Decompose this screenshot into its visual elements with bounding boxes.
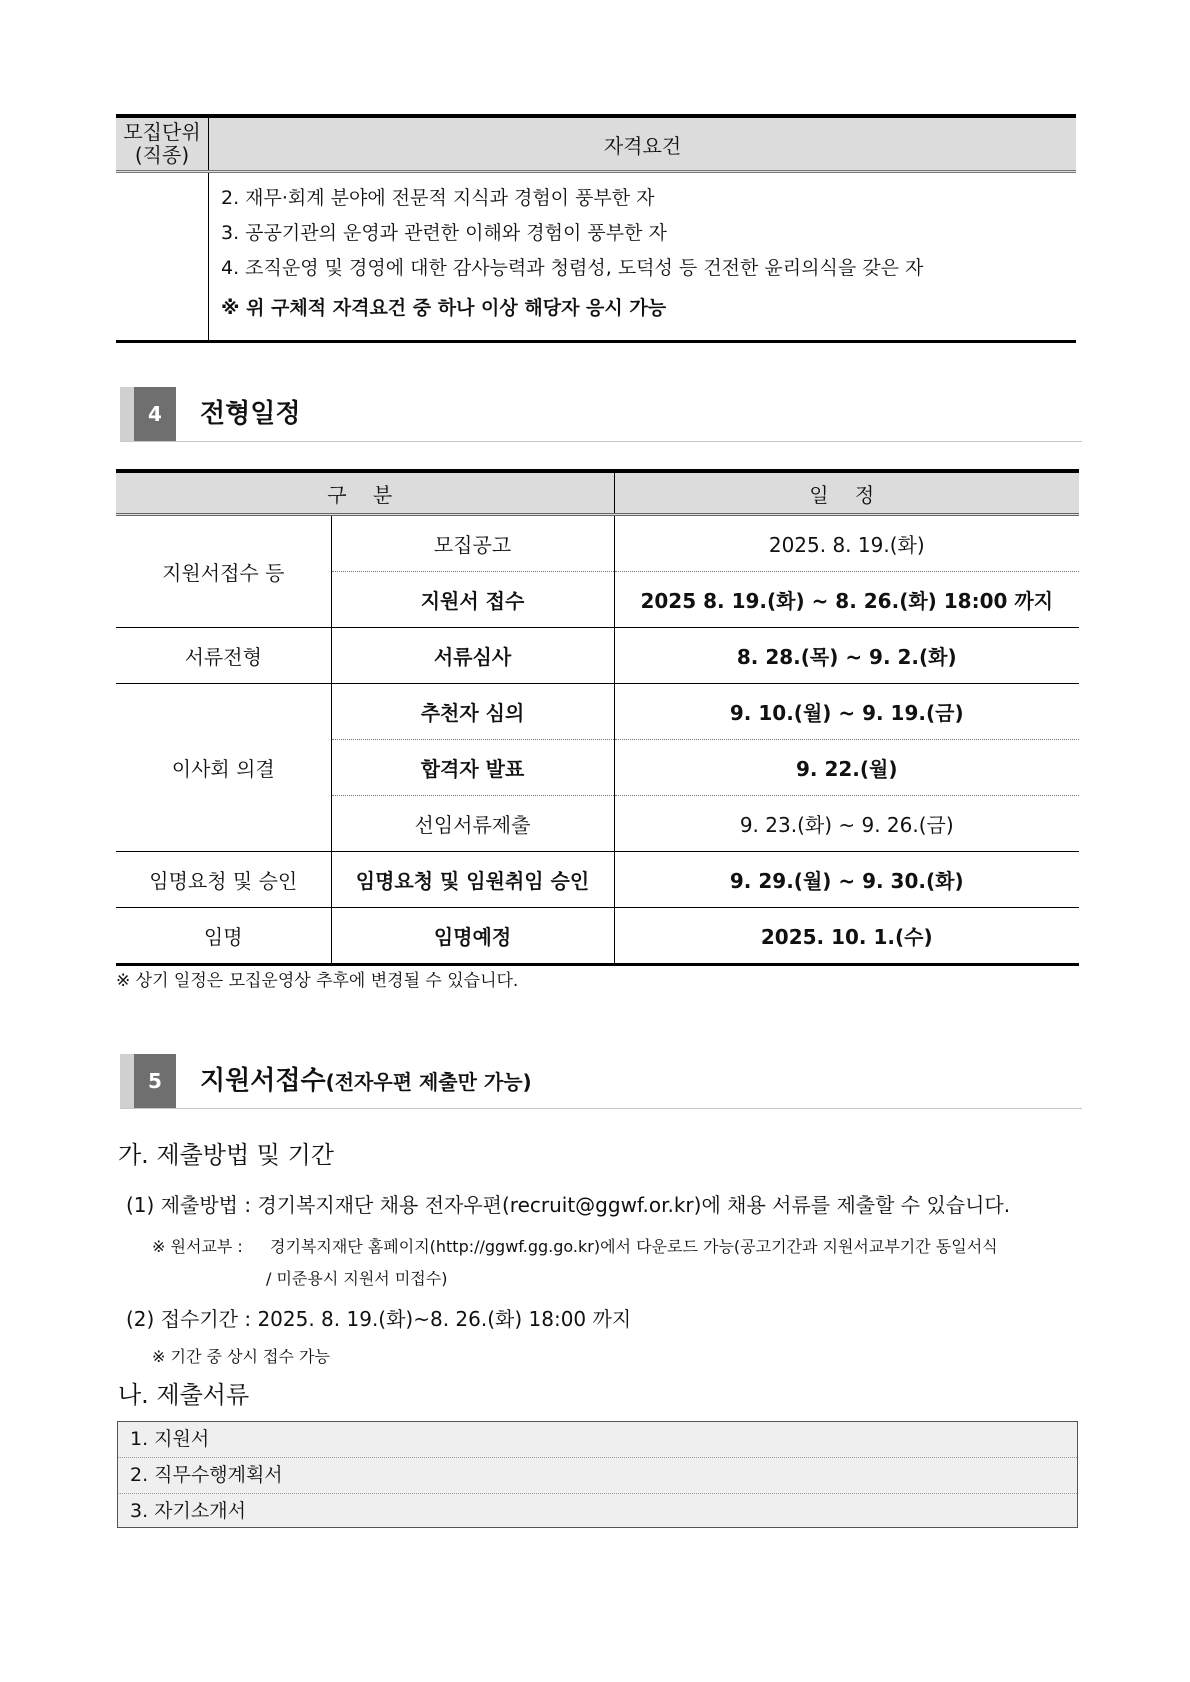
item-cell: 임명요청 및 임원취임 승인 [331,852,614,908]
requirements-cell [209,172,1077,341]
form-note-line2: / 미준용시 지원서 미접수) [266,1269,448,1288]
date-cell: 2025 8. 19.(화) ~ 8. 26.(화) 18:00 까지 [614,572,1079,628]
section-title-sub: (전자우편 제출만 가능) [325,1070,532,1094]
item-cell: 합격자 발표 [331,740,614,796]
subsection-heading-b: 나. 제출서류 [118,1381,250,1409]
form-note-line1: 경기복지재단 홈페이지(http://ggwf.gg.go.kr)에서 다운로드 가능(공고기간과 지원서교부기간 동일서식 [270,1237,998,1256]
date-cell: 9. 29.(월) ~ 9. 30.(화) [614,852,1079,908]
method-line [126,1189,1010,1218]
table-row [116,908,1079,965]
period-note: ※ 기간 중 상시 접수 가능 [152,1347,330,1366]
item-cell: 모집공고 [331,515,614,572]
category-cell: 이사회 의결 [116,684,331,852]
schedule-note: ※ 상기 일정은 모집운영상 추후에 변경될 수 있습니다. [116,971,519,991]
recruit-unit-cell [116,172,209,341]
header-requirements: 자격요건 [209,118,1077,172]
item-cell: 추천자 심의 [331,684,614,740]
category-cell: 임명 [116,908,331,965]
requirement-item: 3. 공공기관의 운영과 관련한 이해와 경험이 풍부한 자 [221,222,667,244]
list-item: 1. 지원서 [130,1428,210,1450]
heading-accent-bar [120,387,134,441]
section-5-heading [120,1054,1082,1109]
method-text: 경기복지재단 채용 전자우편(recruit@ggwf.or.kr)에 채용 서류를 제출할 수 있습니다. [257,1193,1011,1217]
schedule-table [116,469,1079,966]
section-number-badge: 4 [134,387,176,441]
heading-accent-bar [120,1054,134,1108]
section-number-badge: 5 [134,1054,176,1108]
table-bottom-rule [116,340,1076,343]
table-row [116,515,1079,572]
header-schedule: 일 정 [614,471,1079,515]
list-item: 2. 직무수행계획서 [118,1457,1077,1493]
item-cell: 서류심사 [331,628,614,684]
table-row [116,628,1079,684]
requirement-note: ※ 위 구체적 자격요건 중 하나 이상 해당자 응시 가능 [221,297,667,319]
category-cell: 서류전형 [116,628,331,684]
date-cell: 2025. 10. 1.(수) [614,908,1079,965]
requirement-item: 4. 조직운영 및 경영에 대한 감사능력과 청렴성, 도덕성 등 건전한 윤리의식을 갖은 자 [221,257,924,279]
table-row [116,852,1079,908]
date-cell: 8. 28.(목) ~ 9. 2.(화) [614,628,1079,684]
header-category: 구 분 [116,471,614,515]
date-cell: 2025. 8. 19.(화) [614,515,1079,572]
subsection-heading-a: 가. 제출방법 및 기간 [118,1141,334,1169]
requirement-item: 2. 재무·회계 분야에 전문적 지식과 경험이 풍부한 자 [221,187,655,209]
qualification-table [116,114,1076,343]
item-cell: 임명예정 [331,908,614,965]
form-note-label: ※ 원서교부 : [152,1237,243,1256]
section-title-main: 지원서접수 [200,1066,326,1096]
period-line [126,1303,631,1332]
table-row [116,684,1079,740]
method-label: (1) 제출방법 : [126,1193,252,1217]
date-cell: 9. 22.(월) [614,740,1079,796]
header-recruit-unit: 모집단위 (직종) [116,118,209,172]
date-cell: 9. 23.(화) ~ 9. 26.(금) [614,796,1079,852]
section-title [200,1054,532,1109]
category-cell: 임명요청 및 승인 [116,852,331,908]
period-label: (2) 접수기간 : [126,1307,252,1331]
section-title: 전형일정 [200,399,301,429]
category-cell: 지원서접수 등 [116,515,331,628]
list-item: 3. 자기소개서 [118,1493,1077,1529]
item-cell: 선임서류제출 [331,796,614,852]
date-cell: 9. 10.(월) ~ 9. 19.(금) [614,684,1079,740]
item-cell: 지원서 접수 [331,572,614,628]
section-4-heading [120,387,1082,442]
documents-list [117,1421,1078,1528]
period-text: 2025. 8. 19.(화)~8. 26.(화) 18:00 까지 [257,1307,632,1331]
